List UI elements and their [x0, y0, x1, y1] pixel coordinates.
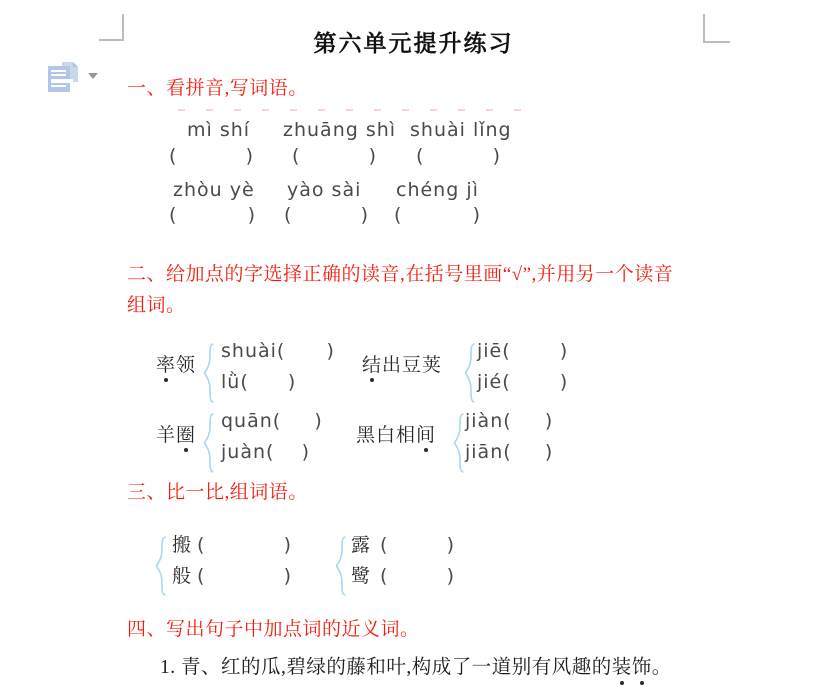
brace-icon: [453, 413, 465, 473]
paren-open: (: [503, 441, 512, 463]
answer-blank: [502, 342, 568, 361]
paren-close: ): [492, 145, 500, 167]
faint-red-dashes: [178, 109, 523, 111]
paren-close: ): [326, 340, 335, 362]
reading-label: jié: [477, 371, 503, 393]
compare-char: 般: [172, 566, 193, 587]
compare-word-line: [172, 536, 292, 555]
pinyin-word: shuài lǐng: [410, 119, 512, 141]
answer-blank: [416, 147, 500, 166]
paren-open: (: [276, 340, 286, 362]
paren-close: ): [245, 145, 253, 167]
paren-open: (: [240, 371, 249, 393]
paren-open: (: [394, 204, 402, 226]
paren-close: ): [446, 534, 456, 556]
margin-corner-mark-right-horizontal: [703, 41, 730, 43]
paren-close: ): [247, 204, 255, 226]
paren-open: (: [284, 204, 292, 226]
compare-char: 搬: [172, 535, 193, 556]
word-post: 出豆荚: [382, 355, 443, 376]
paren-open: (: [503, 410, 512, 432]
section2-heading-line2: 组词。: [127, 295, 186, 316]
dotted-word: [356, 426, 436, 445]
brace-icon: [155, 536, 167, 596]
section3-heading: 三、比一比,组词语。: [127, 482, 308, 503]
brace-icon: [203, 343, 215, 403]
reading-option: [221, 443, 310, 462]
paren-open: (: [380, 565, 389, 587]
section1-heading: 一、看拼音,写词语。: [127, 78, 308, 99]
word-dotted-char: 率: [156, 355, 177, 376]
paren-open: (: [272, 410, 282, 432]
paren-close: ): [544, 441, 554, 463]
pinyin-word: zhòu yè: [173, 179, 255, 201]
paren-open: (: [197, 565, 206, 587]
paren-open: (: [266, 441, 275, 463]
paren-close: ): [301, 441, 311, 463]
answer-blank: [197, 567, 292, 586]
page-title: 第六单元提升练习: [313, 31, 514, 56]
reading-label: quān: [221, 410, 273, 432]
reading-label: jiān: [465, 441, 504, 463]
paren-open: (: [416, 145, 424, 167]
answer-blank: [277, 342, 335, 361]
paren-open: (: [380, 534, 389, 556]
word-dotted-char: 结: [362, 355, 383, 376]
answer-blank: [380, 567, 455, 586]
sentence-text: 。: [651, 657, 672, 678]
reading-label: jiē: [477, 340, 503, 362]
word-dotted-char: 圈: [176, 425, 197, 446]
dotted-word: [362, 356, 442, 375]
sentence-dotted-char: 饰: [631, 657, 652, 678]
paren-open: (: [502, 371, 511, 393]
paren-close: ): [287, 371, 297, 393]
answer-blank: [273, 412, 323, 431]
compare-word-line: [351, 536, 455, 555]
paren-close: ): [368, 145, 376, 167]
compare-char: 露: [351, 535, 372, 556]
compare-word-line: [351, 567, 455, 586]
reading-option: [221, 373, 296, 392]
paren-close: ): [544, 410, 554, 432]
answer-blank: [266, 443, 310, 462]
paren-close: ): [472, 204, 480, 226]
compare-char: 鹭: [351, 566, 372, 587]
reading-option: [465, 443, 553, 462]
paren-open: (: [169, 145, 177, 167]
exercise-sentence: [160, 658, 672, 678]
reading-option: [477, 373, 568, 392]
compare-word-line: [172, 567, 292, 586]
margin-corner-mark-left-horizontal: [99, 39, 124, 41]
word-pre: 羊: [156, 425, 177, 446]
answer-blank: [197, 536, 292, 555]
paren-open: (: [169, 204, 177, 226]
paren-close: ): [559, 371, 569, 393]
paren-open: (: [502, 340, 511, 362]
answer-blank: [502, 373, 568, 392]
paren-close: ): [283, 565, 293, 587]
section4-heading: 四、写出句子中加点词的近义词。: [127, 619, 420, 640]
reading-option: [477, 342, 568, 361]
pinyin-word: zhuāng shì: [283, 119, 397, 141]
paren-close: ): [314, 410, 323, 432]
brace-icon: [464, 343, 476, 403]
reading-option: [221, 412, 323, 431]
answer-blank: [380, 536, 455, 555]
reading-label: juàn: [221, 441, 267, 463]
answer-blank: [169, 147, 253, 166]
answer-blank: [284, 206, 368, 225]
pinyin-word: chéng jì: [396, 179, 479, 201]
paren-close: ): [446, 565, 456, 587]
paren-close: ): [283, 534, 293, 556]
answer-blank: [503, 412, 553, 431]
answer-blank: [394, 206, 480, 225]
paste-options-button[interactable]: [44, 60, 102, 98]
answer-blank: [292, 147, 376, 166]
word-post: 领: [176, 355, 197, 376]
paren-open: (: [292, 145, 300, 167]
dotted-word: [156, 356, 196, 375]
answer-blank: [240, 373, 296, 392]
paste-clipboard-icon: [44, 60, 82, 100]
reading-option: [221, 342, 335, 361]
word-dotted-char: 间: [416, 425, 437, 446]
brace-icon: [203, 413, 215, 473]
brace-icon: [335, 536, 347, 596]
pinyin-word: mì shí: [187, 119, 251, 141]
reading-label: jiàn: [465, 410, 504, 432]
answer-blank: [503, 443, 553, 462]
paste-options-dropdown-icon: [88, 73, 98, 79]
sentence-text: 1. 青、红的瓜,碧绿的藤和叶,构成了一道别有风趣的: [160, 657, 612, 678]
paren-close: ): [559, 340, 569, 362]
dotted-word: [156, 426, 196, 445]
section2-heading-line1: 二、给加点的字选择正确的读音,在括号里画“√”,并用另一个读音: [127, 264, 674, 285]
reading-label: shuài: [221, 340, 277, 362]
word-pre: 黑白相: [356, 425, 417, 446]
reading-option: [465, 412, 553, 431]
paren-open: (: [197, 534, 206, 556]
sentence-dotted-char: 装: [611, 657, 632, 678]
pinyin-word: yào sài: [287, 179, 362, 201]
paren-close: ): [360, 204, 368, 226]
reading-label: lǜ: [221, 371, 241, 393]
answer-blank: [169, 206, 255, 225]
